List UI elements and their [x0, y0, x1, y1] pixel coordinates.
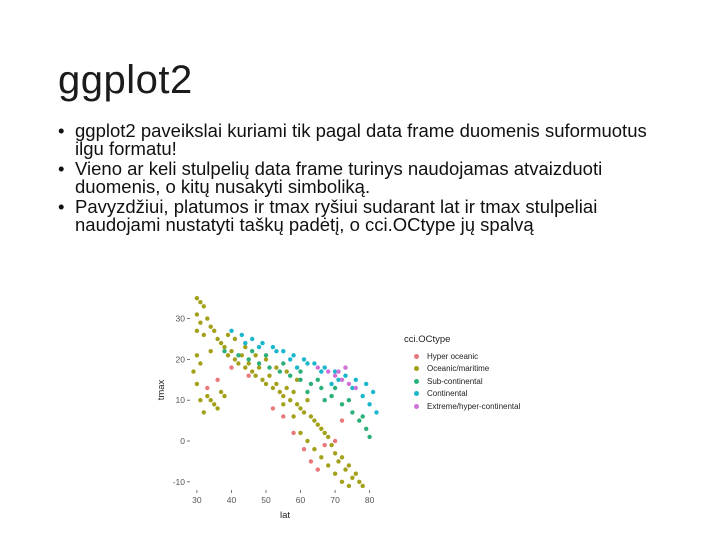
- data-point: [340, 480, 344, 484]
- x-tick-label: 40: [226, 495, 237, 505]
- data-point: [340, 455, 344, 459]
- x-tick-label: 60: [295, 495, 306, 505]
- data-point: [295, 365, 299, 369]
- legend-entry: [404, 350, 520, 363]
- data-point: [354, 386, 358, 390]
- data-point: [205, 386, 209, 390]
- data-point: [333, 439, 337, 443]
- data-point: [267, 374, 271, 378]
- data-point: [226, 353, 230, 357]
- data-point: [316, 365, 320, 369]
- data-point: [260, 378, 264, 382]
- bullet-dot: •: [58, 120, 65, 141]
- bullet-item: [58, 198, 678, 234]
- data-point: [195, 353, 199, 357]
- bullet-dot: •: [58, 196, 65, 217]
- legend-label: Extreme/hyper-continental: [427, 401, 521, 411]
- data-point: [343, 467, 347, 471]
- data-point: [288, 357, 292, 361]
- data-point: [281, 414, 285, 418]
- x-tick-label: 30: [192, 495, 202, 505]
- bullet-dot: •: [58, 158, 65, 179]
- data-point: [361, 414, 365, 418]
- data-point: [250, 369, 254, 373]
- data-point: [215, 378, 219, 382]
- data-point: [229, 365, 233, 369]
- data-point: [350, 410, 354, 414]
- data-point: [319, 455, 323, 459]
- data-point: [364, 382, 368, 386]
- legend-swatch: [414, 354, 419, 359]
- data-point: [319, 427, 323, 431]
- data-point: [340, 418, 344, 422]
- data-point: [291, 414, 295, 418]
- data-point: [281, 394, 285, 398]
- legend-swatch: [414, 366, 419, 371]
- data-point: [305, 390, 309, 394]
- data-point: [343, 374, 347, 378]
- data-point: [281, 361, 285, 365]
- data-point: [212, 402, 216, 406]
- data-point: [198, 321, 202, 325]
- data-point: [288, 398, 292, 402]
- y-tick-label: 10: [175, 395, 185, 406]
- data-point: [326, 435, 330, 439]
- data-point: [264, 357, 268, 361]
- data-point: [291, 353, 295, 357]
- data-point: [236, 361, 240, 365]
- data-point: [288, 374, 292, 378]
- data-point: [257, 361, 261, 365]
- data-point: [271, 345, 275, 349]
- data-point: [367, 435, 371, 439]
- data-point: [222, 345, 226, 349]
- data-point: [319, 369, 323, 373]
- data-point: [323, 365, 327, 369]
- x-tick-label: 50: [261, 495, 271, 505]
- data-point: [312, 361, 316, 365]
- data-point: [312, 447, 316, 451]
- bullet-text: ggplot2 paveikslai kuriami tik pagal data frame duomenis suformuotus ilgu formatu!: [75, 120, 647, 159]
- data-point: [367, 402, 371, 406]
- data-point: [271, 386, 275, 390]
- data-point: [198, 361, 202, 365]
- data-point: [209, 398, 213, 402]
- data-point: [316, 378, 320, 382]
- data-point: [243, 365, 247, 369]
- data-point: [323, 431, 327, 435]
- legend-label: Continental: [427, 389, 468, 399]
- data-point: [326, 463, 330, 467]
- data-point: [264, 382, 268, 386]
- y-tick-label: -10: [172, 476, 185, 487]
- legend-label: Hyper oceanic: [427, 351, 479, 361]
- data-point: [302, 357, 306, 361]
- data-point: [195, 329, 199, 333]
- data-point: [350, 476, 354, 480]
- bullet-text: Vieno ar keli stulpelių data frame turinys naudojamas atvaizduoti duomenis, o kitų nusakyti simboliką.: [75, 158, 603, 197]
- legend-swatch: [414, 391, 419, 396]
- bullet-list: [58, 122, 678, 236]
- legend-label: Oceanic/maritime: [427, 364, 490, 374]
- data-point: [198, 300, 202, 304]
- data-point: [309, 382, 313, 386]
- bullet-text: Pavyzdžiui, platumos ir tmax ryšiui sudarant lat ir tmax stulpeliai naudojami nustatyti taškų padėtį, o cci.OCtype jų spalvą: [75, 196, 598, 235]
- data-point: [305, 439, 309, 443]
- x-tick-label: 80: [364, 495, 375, 505]
- data-point: [202, 333, 206, 337]
- data-point: [316, 467, 320, 471]
- data-point: [347, 463, 351, 467]
- data-point: [202, 410, 206, 414]
- bullet-item: [58, 122, 678, 158]
- data-point: [243, 345, 247, 349]
- data-point: [219, 390, 223, 394]
- data-point: [298, 369, 302, 373]
- data-point: [250, 337, 254, 341]
- data-point: [278, 390, 282, 394]
- data-point: [305, 361, 309, 365]
- data-point: [329, 394, 333, 398]
- data-point: [298, 406, 302, 410]
- data-point: [285, 369, 289, 373]
- data-point: [357, 418, 361, 422]
- data-point: [295, 402, 299, 406]
- data-point: [340, 402, 344, 406]
- data-point: [361, 394, 365, 398]
- y-tick-label: 20: [175, 354, 185, 365]
- data-point: [274, 349, 278, 353]
- data-point: [340, 378, 344, 382]
- legend-label: Sub-continental: [427, 376, 483, 386]
- data-point: [305, 398, 309, 402]
- bullet-item: [58, 160, 678, 196]
- data-point: [247, 361, 251, 365]
- data-point: [267, 365, 271, 369]
- data-point: [333, 386, 337, 390]
- data-point: [347, 398, 351, 402]
- legend-entry: [404, 375, 520, 388]
- data-point: [236, 353, 240, 357]
- data-point: [302, 410, 306, 414]
- data-point: [226, 333, 230, 337]
- data-point: [323, 398, 327, 402]
- data-point: [264, 353, 268, 357]
- data-point: [253, 374, 257, 378]
- data-point: [357, 480, 361, 484]
- data-point: [281, 402, 285, 406]
- plot-legend: [404, 334, 520, 413]
- data-point: [354, 378, 358, 382]
- data-point: [198, 398, 202, 402]
- data-point: [215, 337, 219, 341]
- data-point: [195, 312, 199, 316]
- data-point: [336, 369, 340, 373]
- legend-entry: [404, 388, 520, 401]
- legend-swatch: [414, 404, 419, 409]
- x-axis-label: lat: [279, 510, 291, 521]
- data-point: [323, 443, 327, 447]
- data-point: [291, 431, 295, 435]
- data-point: [364, 427, 368, 431]
- data-point: [371, 390, 375, 394]
- data-point: [205, 316, 209, 320]
- y-axis-label: tmax: [156, 379, 167, 401]
- scatter-plot: [158, 282, 398, 520]
- data-point: [202, 304, 206, 308]
- data-point: [250, 349, 254, 353]
- data-point: [329, 443, 333, 447]
- data-point: [281, 349, 285, 353]
- data-point: [298, 431, 302, 435]
- data-point: [209, 349, 213, 353]
- legend-title: cci.OCtype: [404, 334, 451, 345]
- data-point: [333, 451, 337, 455]
- data-point: [274, 365, 278, 369]
- data-point: [319, 386, 323, 390]
- data-point: [309, 414, 313, 418]
- data-point: [333, 374, 337, 378]
- data-point: [374, 410, 378, 414]
- data-point: [278, 369, 282, 373]
- data-point: [347, 484, 351, 488]
- data-point: [274, 382, 278, 386]
- y-tick-label: 30: [175, 313, 185, 324]
- data-point: [247, 357, 251, 361]
- data-point: [312, 418, 316, 422]
- data-point: [191, 369, 195, 373]
- data-point: [195, 296, 199, 300]
- data-point: [333, 472, 337, 476]
- data-point: [347, 382, 351, 386]
- legend-entry: [404, 400, 520, 413]
- data-point: [233, 357, 237, 361]
- data-point: [336, 459, 340, 463]
- data-point: [240, 333, 244, 337]
- data-point: [271, 406, 275, 410]
- data-point: [212, 329, 216, 333]
- data-point: [285, 386, 289, 390]
- legend-entry: [404, 363, 520, 376]
- data-point: [309, 459, 313, 463]
- legend-swatch: [414, 379, 419, 384]
- data-point: [229, 329, 233, 333]
- data-point: [361, 484, 365, 488]
- data-point: [219, 341, 223, 345]
- data-point: [257, 345, 261, 349]
- data-point: [222, 349, 226, 353]
- data-point: [229, 349, 233, 353]
- data-point: [247, 374, 251, 378]
- y-tick-label: 0: [180, 436, 185, 447]
- data-point: [243, 341, 247, 345]
- slide-title: ggplot2: [58, 58, 193, 102]
- data-point: [354, 472, 358, 476]
- data-point: [253, 353, 257, 357]
- data-point: [205, 394, 209, 398]
- data-point: [233, 337, 237, 341]
- data-point: [326, 369, 330, 373]
- data-point: [343, 365, 347, 369]
- data-point: [260, 341, 264, 345]
- data-point: [316, 423, 320, 427]
- data-point: [195, 382, 199, 386]
- data-point: [291, 390, 295, 394]
- data-point: [222, 394, 226, 398]
- data-point: [257, 365, 261, 369]
- data-point: [215, 406, 219, 410]
- data-point: [329, 382, 333, 386]
- data-point: [209, 325, 213, 329]
- data-point: [302, 447, 306, 451]
- data-point: [298, 378, 302, 382]
- x-tick-label: 70: [330, 495, 340, 505]
